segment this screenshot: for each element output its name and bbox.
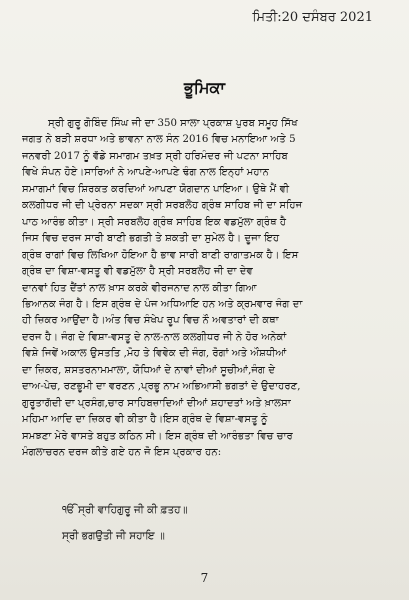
- body-line: ਮੰਗਲਾਚਰਨ ਦਰਜ ਕੀਤੇ ਗਏ ਹਨ ਜੋ ਇਸ ਪ੍ਰਕਾਰ ਹਨ:: [22, 447, 222, 459]
- body-line: ਸ੍ਰੀ ਗੁਰੂ ਗੋਬਿੰਦ ਸਿੰਘ ਜੀ ਦਾ 350 ਸਾਲਾ ਪ੍ਰਕਾਸ਼ ਪੁਰਬ ਸਮੂਹ ਸਿੱਖ: [48, 118, 298, 129]
- body-line: ਸਮਾਗਮਾਂ ਵਿਚ ਸ਼ਿਰਕਤ ਕਰਦਿਆਂ ਆਪਣਾ ਯੋਗਦਾਨ ਪਾਇਆ। ਉਥੇ ਮੈਂ ਵੀ: [22, 183, 290, 195]
- body-line: ਮਹਿਮਾ ਆਦਿ ਦਾ ਜ਼ਿਕਰ ਵੀ ਕੀਤਾ ਹੈ।ਇਸ ਗ੍ਰੰਥ ਦੇ ਵਿਸ਼ਾ-ਵਸਤੂ ਨੂੰ: [22, 414, 268, 426]
- body-line: ਦਾ ਜ਼ਿਕਰ, ਸ਼ਸਤਰਨਾਮਮਾਲਾ, ਯੋਧਿਆਂ ਦੇ ਨਾਵਾਂ ਦੀਆਂ ਸੂਚੀਆਂ,ਜੰਗ ਦੇ: [22, 364, 276, 376]
- body-line: ਜਨਵਰੀ 2017 ਨੂੰ ਵੱਡੇ ਸਮਾਗਮ ਤਖ਼ਤ ਸ੍ਰੀ ਹਰਿਮੰਦਰ ਜੀ ਪਟਨਾ ਸਾਹਿਬ: [22, 150, 288, 162]
- date-line: ਮਿਤੀ:20 ਦਸੰਬਰ 2021: [252, 10, 373, 25]
- body-line: ਭਿਆਨਕ ਜੰਗ ਹੈ। ਇਸ ਗ੍ਰੰਥ ਦੇ ਪੰਜ ਅਧਿਆਇ ਹਨ ਅਤੇ ਕ੍ਰਮਵਾਰ ਜੰਗ ਦਾ: [22, 298, 303, 310]
- body-line: ਵਿਸ਼ੇ ਜਿਵੇਂ ਅਕਾਲ ਉਸਤਤਿ ,ਮੋਹ ਤੇ ਵਿਵੇਕ ਦੀ ਜੰਗ, ਰੋਗਾਂ ਅਤੇ ਔਸ਼ਧੀਆਂ: [22, 348, 287, 360]
- page-number: 7: [200, 571, 209, 585]
- body-line: ਵਿਖੇ ਸੰਪਨ ਹੋਏ।ਸਾਰਿਆਂ ਨੇ ਆਪਣੇ-ਆਪਣੇ ਢੰਗ ਨਾਲ ਇਨ੍ਹਾਂ ਮਹਾਨ: [22, 167, 269, 179]
- body-line: ਪਾਠ ਆਰੰਭ ਕੀਤਾ। ਸ੍ਰੀ ਸਰਬਲੋਹ ਗ੍ਰੰਥ ਸਾਹਿਬ ਇਕ ਵਡਮੁੱਲਾ ਗ੍ਰੰਥ ਹੈ: [22, 216, 287, 228]
- body-line: ਹੀ ਜ਼ਿਕਰ ਆਉਂਦਾ ਹੈ।ਅੰਤ ਵਿਚ ਸੰਖੇਪ ਰੂਪ ਵਿਚ ਨੌ ਅਵਤਾਰਾਂ ਦੀ ਕਥਾ: [22, 315, 279, 327]
- body-text: [22, 116, 390, 462]
- body-line: ਜਿਸ ਵਿਚ ਦਰਜ ਸਾਰੀ ਬਾਣੀ ਭਗਤੀ ਤੇ ਸ਼ਕਤੀ ਦਾ ਸੁਮੇਲ ਹੈ। ਦੂਜਾ ਇਹ: [22, 233, 280, 245]
- page-title: ਭੂਮਿਕਾ: [184, 78, 225, 97]
- body-line: ਗ੍ਰੰਥ ਦਾ ਵਿਸ਼ਾ-ਵਸਤੂ ਵੀ ਵਡਮੁੱਲਾ ਹੈ ਸ੍ਰੀ ਸਰਬਲੋਹ ਜੀ ਦਾ ਦੇਵ: [22, 266, 253, 278]
- invocation-line-1: ੴ ਸ੍ਰੀ ਵਾਹਿਗੁਰੂ ਜੀ ਕੀ ਫ਼ਤਹ॥: [62, 504, 188, 516]
- body-line: ਦਰਜ ਹੈ। ਜੰਗ ਦੇ ਵਿਸ਼ਾ-ਵਸਤੂ ਦੇ ਨਾਲ-ਨਾਲ ਕਲਗੀਧਰ ਜੀ ਨੇ ਹੋਰ ਅਨੇਕਾਂ: [22, 331, 287, 343]
- body-line: ਦਾਅ-ਪੇਚ, ਰਣਭੂਮੀ ਦਾ ਵਰਣਨ ,ਪ੍ਰਭੂ ਨਾਮ ਅਭਿਆਸੀ ਭਗਤਾਂ ਦੇ ਉਦਾਹਰਣ,: [22, 381, 301, 393]
- body-line: ਗੁਰੂਤਾਗੱਦੀ ਦਾ ਪ੍ਰਸੰਗ,ਚਾਰ ਸਾਹਿਬਜ਼ਾਦਿਆਂ ਦੀਆਂ ਸ਼ਹਾਦਤਾਂ ਅਤੇ ਖ਼ਾਲਸਾ: [22, 397, 291, 409]
- body-line: ਸਮਝਣਾ ਮੇਰੇ ਵਾਸਤੇ ਬਹੁਤ ਕਠਿਨ ਸੀ। ਇਸ ਗ੍ਰੰਥ ਦੀ ਆਰੰਭਤਾ ਵਿਚ ਚਾਰ: [22, 430, 293, 442]
- body-line: ਦਾਨਵਾਂ ਹਿਤ ਦੈਂਤਾਂ ਨਾਲ ਖ਼ਾਸ ਕਰਕੇ ਵੀਰਜਨਾਦ ਨਾਲ ਕੀਤਾ ਗਿਆ: [22, 282, 257, 294]
- body-line: ਕਲਗੀਧਰ ਜੀ ਦੀ ਪ੍ਰੇਰਨਾ ਸਦਕਾ ਸ੍ਰੀ ਸਰਬਲੋਹ ਗ੍ਰੰਥ ਸਾਹਿਬ ਜੀ ਦਾ ਸਹਿਜ: [22, 200, 303, 212]
- body-line: ਜਗਤ ਨੇ ਬੜੀ ਸ਼ਰਧਾ ਅਤੇ ਭਾਵਨਾ ਨਾਲ ਸੰਨ 2016 ਵਿਚ ਮਨਾਇਆ ਅਤੇ 5: [22, 134, 296, 146]
- body-line: ਗ੍ਰੰਥ ਰਾਗਾਂ ਵਿਚ ਲਿਖਿਆ ਹੋਇਆ ਹੈ ਭਾਵ ਸਾਰੀ ਬਾਣੀ ਰਾਗਾਤਮਕ ਹੈ। ਇਸ: [22, 249, 299, 261]
- invocation-line-2: ਸ੍ਰੀ ਭਗਉਤੀ ਜੀ ਸਹਾਇ ॥: [62, 530, 165, 542]
